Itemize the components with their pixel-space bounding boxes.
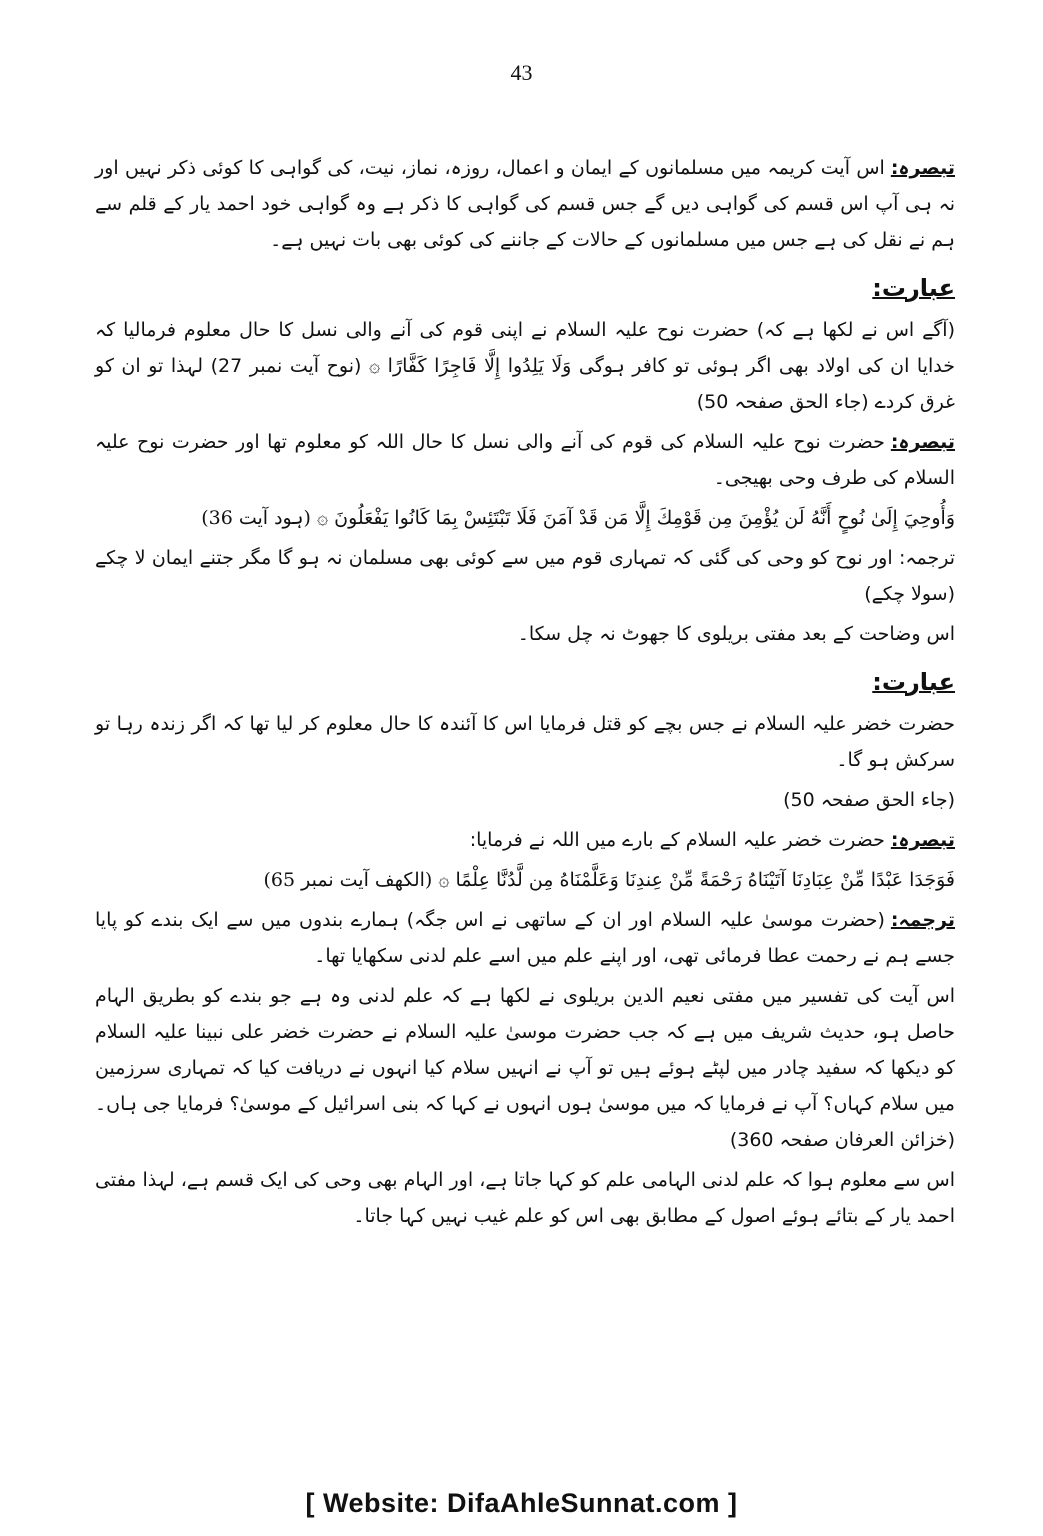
paragraph-text: اس آیت کریمہ میں مسلمانوں کے ایمان و اعمال، روزہ، نماز، نیت، کی گواہی کا کوئی ذکر نہیں اور نہ ہی آپ اس قسم کی گواہی دیں گے جس قسم کی گواہی کا ذکر ہے وہ گواہی خود احمد یار کے قلم سے ہم نے نقل کی ہے جس میں مسلمانوں کے حالات کے جاننے کی کوئی بھی بات نہیں ہے۔	[95, 157, 955, 251]
ayah-kahf-65: فَوَجَدَا عَبْدًا مِّنْ عِبَادِنَا آتَيْنَاهُ رَحْمَةً مِّنْ عِندِنَا وَعَلَّمْنَاهُ مِن لَّدُنَّا عِلْمًا ۞ (الکھف آیت نمبر 65)	[263, 869, 955, 891]
paragraph-translation-2	[95, 902, 955, 974]
paragraph-review-1	[95, 150, 955, 258]
paragraph-text: حضرت نوح علیہ السلام کی قوم کی آنے والی نسل کا حال اللہ کو معلوم تھا اور حضرت نوح علیہ السلام کی طرف وحی بھیجی۔	[95, 431, 955, 489]
review-label: تبصرہ:	[890, 829, 955, 851]
paragraph-tafsir: اس آیت کی تفسیر میں مفتی نعیم الدین بریلوی نے لکھا ہے کہ علم لدنی وہ ہے جو بندے کو بطریق الہام حاصل ہو، حدیث شریف میں ہے کہ جب حضرت موسیٰ علیہ السلام نے حضرت خضر علی نبینا علیہ السلام کو دیکھا کہ سفید چادر میں لپٹے ہوئے ہیں تو آپ نے انہیں سلام کیا انہوں نے دریافت کیا کہ تمہاری سرزمین میں سلام کہاں؟ آپ نے فرمایا کہ میں موسیٰ ہوں انہوں نے کہا کہ بنی اسرائیل کے موسیٰ؟ فرمایا جی ہاں۔ (خزائن العرفان صفحہ 360)	[95, 985, 955, 1151]
section-heading-ibarat-2: عبارت:	[872, 668, 955, 696]
paragraph-reference: (جاء الحق صفحہ 50)	[783, 789, 955, 811]
paragraph-quote-1: (آگے اس نے لکھا ہے کہ) حضرت نوح علیہ السلام نے اپنی قوم کی آنے والی نسل کا حال معلوم فرمالیا کہ خدایا ان کی اولاد بھی اگر ہوئی تو کافر ہوگی وَلَا يَلِدُوا إِلَّا فَاجِرًا كَفَّارًا ۞ (نوح آیت نمبر 27) لہذا تو ان کو غرق کردے (جاء الحق صفحہ 50)	[95, 319, 955, 413]
paragraph-conclusion-1: اس وضاحت کے بعد مفتی بریلوی کا جھوٹ نہ چل سکا۔	[517, 623, 955, 645]
paragraph-translation-1: ترجمہ: اور نوح کو وحی کی گئی کہ تمہاری قوم میں سے کوئی بھی مسلمان نہ ہو گا مگر جتنے ایمان لا چکے (سولا چکے)	[95, 547, 955, 605]
website-footer: [ Website: DifaAhleSunnat.com ]	[305, 1488, 738, 1518]
paragraph-review-3	[95, 822, 955, 858]
paragraph-quote-2: حضرت خضر علیہ السلام نے جس بچے کو قتل فرمایا اس کا آئندہ کا حال معلوم کر لیا تھا کہ اگر زندہ رہا تو سرکش ہو گا۔	[95, 713, 955, 771]
section-heading-ibarat-1: عبارت:	[872, 274, 955, 302]
page-number: 43	[510, 60, 533, 85]
paragraph-conclusion-2: اس سے معلوم ہوا کہ علم لدنی الہامی علم کو کہا جاتا ہے، اور الہام بھی وحی کی ایک قسم ہے، لہذا مفتی احمد یار کے بتائے ہوئے اصول کے مطابق بھی اس کو علم غیب نہیں کہا جاتا۔	[95, 1169, 955, 1227]
page-body	[95, 150, 955, 1238]
paragraph-text: حضرت خضر علیہ السلام کے بارے میں اللہ نے فرمایا:	[469, 829, 885, 851]
ayah-hud-36: وَأُوحِيَ إِلَىٰ نُوحٍ أَنَّهُ لَن يُؤْمِنَ مِن قَوْمِكَ إِلَّا مَن قَدْ آمَنَ فَلَا تَبْتَئِسْ بِمَا كَانُوا يَفْعَلُونَ ۞ (ہود آیت 36)	[201, 507, 955, 529]
paragraph-text: (حضرت موسیٰ علیہ السلام اور ان کے ساتھی نے اس جگہ) ہمارے بندوں میں سے ایک بندے کو پایا جسے ہم نے رحمت عطا فرمائی تھی، اور اپنے علم میں اسے علم لدنی سکھایا تھا۔	[95, 909, 955, 967]
review-label: تبصرہ:	[890, 431, 955, 453]
translation-label: ترجمہ:	[890, 909, 955, 931]
review-label: تبصرہ:	[890, 157, 955, 179]
paragraph-review-2	[95, 424, 955, 496]
